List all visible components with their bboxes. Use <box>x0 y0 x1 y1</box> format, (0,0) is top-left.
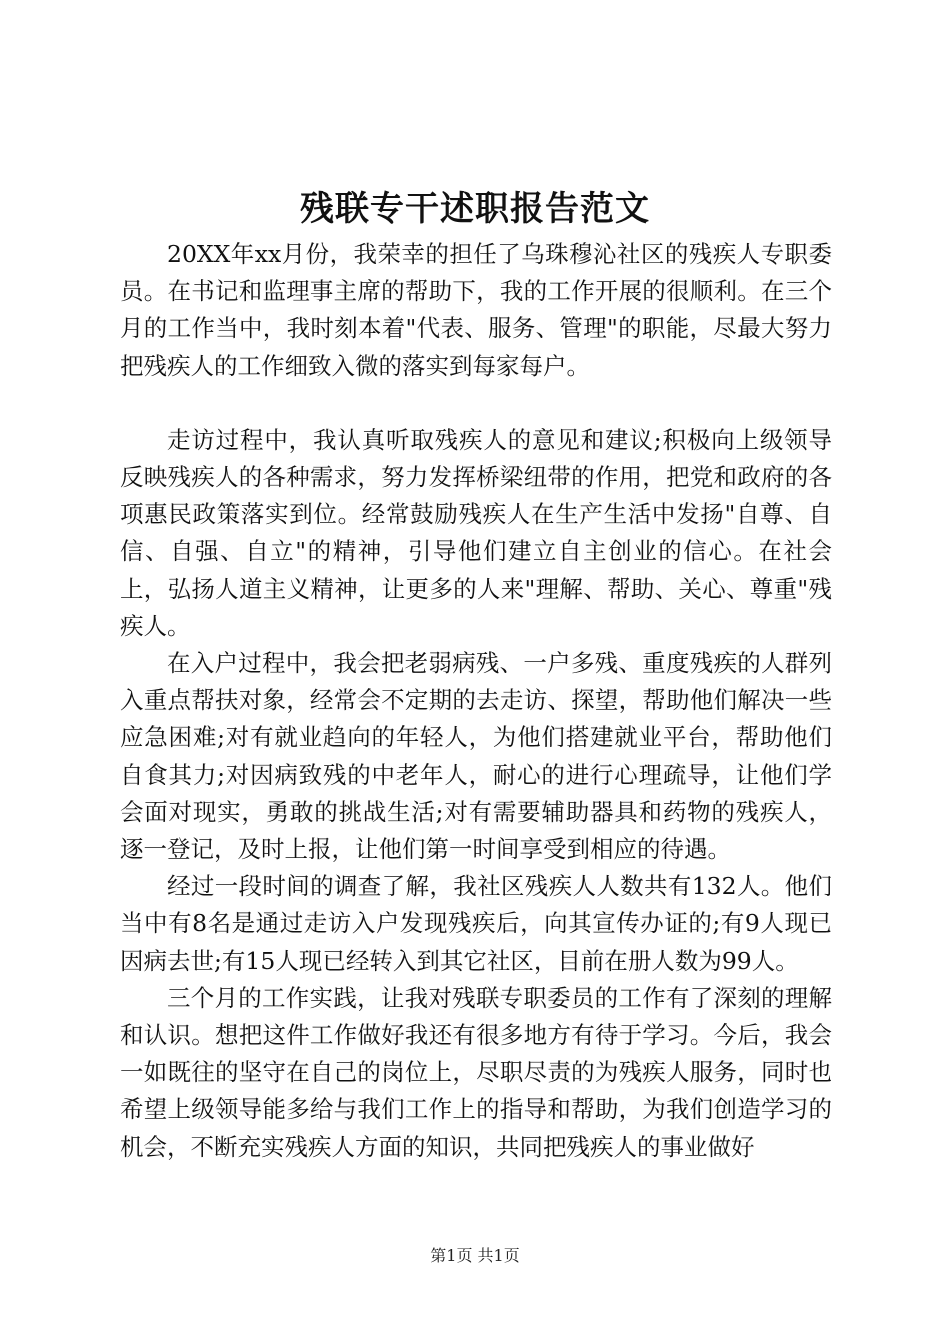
document-title: 残联专干述职报告范文 <box>300 189 650 229</box>
paragraph-2: 走访过程中，我认真听取残疾人的意见和建议;积极向上级领导反映残疾人的各种需求，努力发挥桥梁纽带的作用，把党和政府的各项惠民政策落实到位。经常鼓励残疾人在生产生活中发扬"自尊、自信、自强、自立"的精神，引导他们建立自主创业的信心。在社会上，弘扬人道主义精神，让更多的人来"理解、帮助、关心、尊重"残疾人。 <box>120 425 832 640</box>
paragraph-5: 三个月的工作实践，让我对残联专职委员的工作有了深刻的理解和认识。想把这件工作做好我还有很多地方有待于学习。今后，我会一如既往的坚守在自己的岗位上，尽职尽责的为残疾人服务，同时也希望上级领导能多给与我们工作上的指导和帮助，为我们创造学习的机会，不断充实残疾人方面的知识，共同把残疾人的事业做好 <box>120 983 832 1161</box>
document-body <box>120 236 832 1166</box>
page-footer: 第1页 共1页 <box>430 1246 520 1265</box>
paragraph-3: 在入户过程中，我会把老弱病残、一户多残、重度残疾的人群列入重点帮扶对象，经常会不定期的去走访、探望，帮助他们解决一些应急困难;对有就业趋向的年轻人，为他们搭建就业平台，帮助他们自食其力;对因病致残的中老年人，耐心的进行心理疏导，让他们学会面对现实，勇敢的挑战生活;对有需要辅助器具和药物的残疾人，逐一登记，及时上报，让他们第一时间享受到相应的待遇。 <box>120 649 832 864</box>
paragraph-4: 经过一段时间的调查了解，我社区残疾人人数共有132人。他们当中有8名是通过走访入户发现残疾后，向其宣传办证的;有9人现已因病去世;有15人现已经转入到其它社区，目前在册人数为99人。 <box>120 872 832 975</box>
paragraph-1: 20XX年xx月份，我荣幸的担任了乌珠穆沁社区的残疾人专职委员。在书记和监理事主席的帮助下，我的工作开展的很顺利。在三个月的工作当中，我时刻本着"代表、服务、管理"的职能，尽最大努力把残疾人的工作细致入微的落实到每家每户。 <box>120 240 832 380</box>
